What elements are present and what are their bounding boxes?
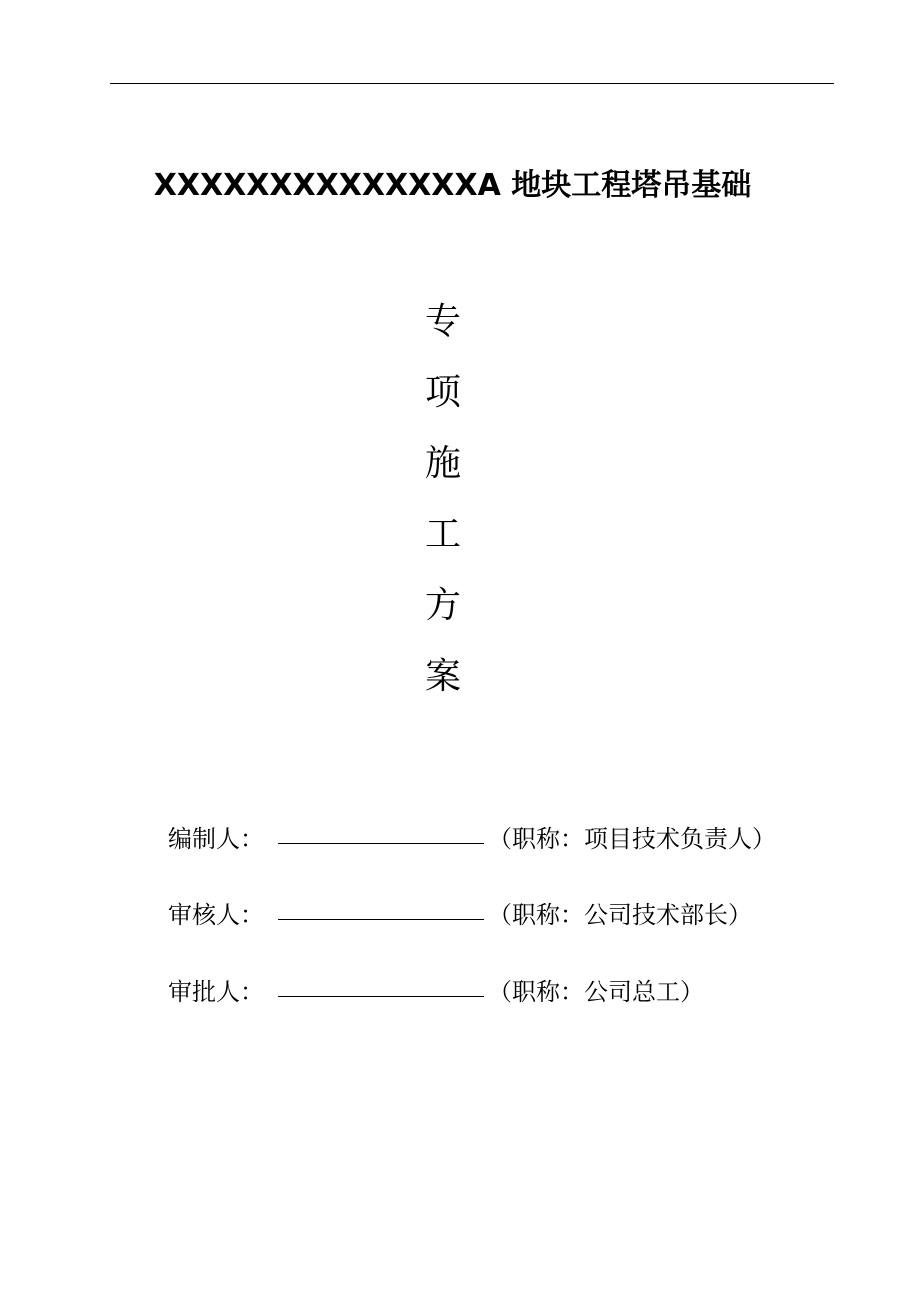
signature-role: （职称：公司总工） [488, 978, 704, 1006]
signature-label: 编制人： [168, 825, 264, 853]
subtitle-char: 案 [424, 656, 461, 697]
signature-blank-line[interactable] [278, 819, 484, 844]
header-rule [110, 83, 834, 84]
signature-role: （职称：项目技术负责人） [488, 825, 776, 853]
signature-row-reviewer [168, 895, 752, 935]
subtitle-char: 方 [424, 585, 461, 626]
subtitle-char: 项 [424, 372, 461, 413]
signature-blank-line[interactable] [278, 895, 484, 920]
signature-label: 审批人： [168, 978, 264, 1006]
signature-row-compiler [168, 819, 776, 859]
document-title: XXXXXXXXXXXXXXA 地块工程塔吊基础 [153, 168, 752, 203]
vertical-subtitle [415, 296, 471, 722]
signature-label: 审核人： [168, 901, 264, 929]
subtitle-char: 工 [424, 514, 461, 555]
signature-role: （职称：公司技术部长） [488, 901, 752, 929]
signature-blank-line[interactable] [278, 972, 484, 997]
subtitle-char: 施 [424, 443, 461, 484]
signature-row-approver [168, 972, 704, 1012]
subtitle-char: 专 [424, 301, 461, 342]
